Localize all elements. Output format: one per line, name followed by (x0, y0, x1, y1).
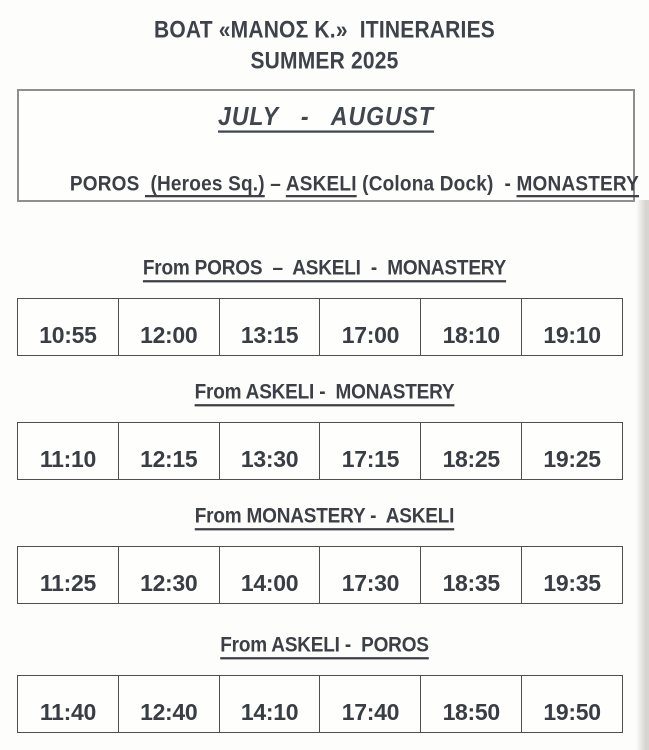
timetable (17, 298, 623, 356)
time-cell: 17:15 (320, 423, 421, 480)
schedule-section-monastery-askeli (0, 504, 649, 604)
timetable-row (18, 423, 623, 480)
time-cell: 14:00 (219, 547, 320, 604)
route-segment-askeli: ASKELI (285, 172, 357, 197)
timetable-row (18, 676, 623, 733)
time-cell: 12:40 (118, 676, 219, 733)
schedule-heading-row (0, 256, 649, 283)
time-cell: 13:30 (219, 423, 320, 480)
time-cell: 17:40 (320, 676, 421, 733)
route-line (19, 152, 640, 218)
route-segment-poros: POROS (69, 172, 145, 197)
timetable-row (18, 299, 623, 356)
timetable-row (18, 547, 623, 604)
document-title-row (0, 15, 649, 46)
schedule-heading-row (0, 380, 649, 407)
time-cell: 12:00 (118, 299, 219, 356)
time-cell: 18:10 (421, 299, 522, 356)
route-segment-colona-dock: (Colona Dock) - (356, 172, 517, 197)
document-title-block (0, 0, 649, 77)
schedule-heading: From ASKELI - MONASTERY (194, 380, 455, 405)
schedule-heading: From POROS – ASKELI - MONASTERY (142, 256, 507, 281)
document-subtitle: SUMMER 2025 (250, 48, 399, 75)
time-cell: 13:15 (219, 299, 320, 356)
timetable (17, 422, 623, 480)
schedule-heading-row (0, 504, 649, 531)
schedule-section-askeli-monastery (0, 380, 649, 480)
time-cell: 19:10 (522, 299, 623, 356)
time-cell: 18:50 (421, 676, 522, 733)
time-cell: 18:35 (421, 547, 522, 604)
period-title: JULY - AUGUST (218, 101, 434, 131)
route-segment-dash: – (264, 172, 286, 197)
time-cell: 19:35 (522, 547, 623, 604)
period-title-row (19, 103, 633, 130)
schedule-section-askeli-poros (0, 633, 649, 733)
schedule-heading-row (0, 633, 649, 660)
time-cell: 17:00 (320, 299, 421, 356)
time-cell: 12:15 (118, 423, 219, 480)
time-cell: 18:25 (421, 423, 522, 480)
timetable (17, 546, 623, 604)
time-cell: 17:30 (320, 547, 421, 604)
time-cell: 11:25 (18, 547, 119, 604)
route-segment-monastery: MONASTERY (516, 172, 640, 197)
time-cell: 14:10 (219, 676, 320, 733)
time-cell: 11:10 (18, 423, 119, 480)
timetable (17, 675, 623, 733)
route-segment-heroes-sq: (Heroes Sq.) (144, 172, 265, 197)
period-box (17, 89, 640, 202)
time-cell: 19:50 (522, 676, 623, 733)
time-cell: 11:40 (18, 676, 119, 733)
document-subtitle-row (0, 46, 649, 77)
time-cell: 12:30 (118, 547, 219, 604)
route-line-text (70, 172, 639, 197)
time-cell: 10:55 (18, 299, 119, 356)
schedule-section-poros-askeli-monastery (0, 256, 649, 356)
time-cell: 19:25 (522, 423, 623, 480)
schedule-heading: From ASKELI - POROS (220, 633, 429, 658)
document-title: BOAT «ΜΑΝΟΣ Κ.» ITINERARIES (153, 17, 495, 44)
schedule-heading: From MONASTERY - ASKELI (194, 504, 455, 529)
